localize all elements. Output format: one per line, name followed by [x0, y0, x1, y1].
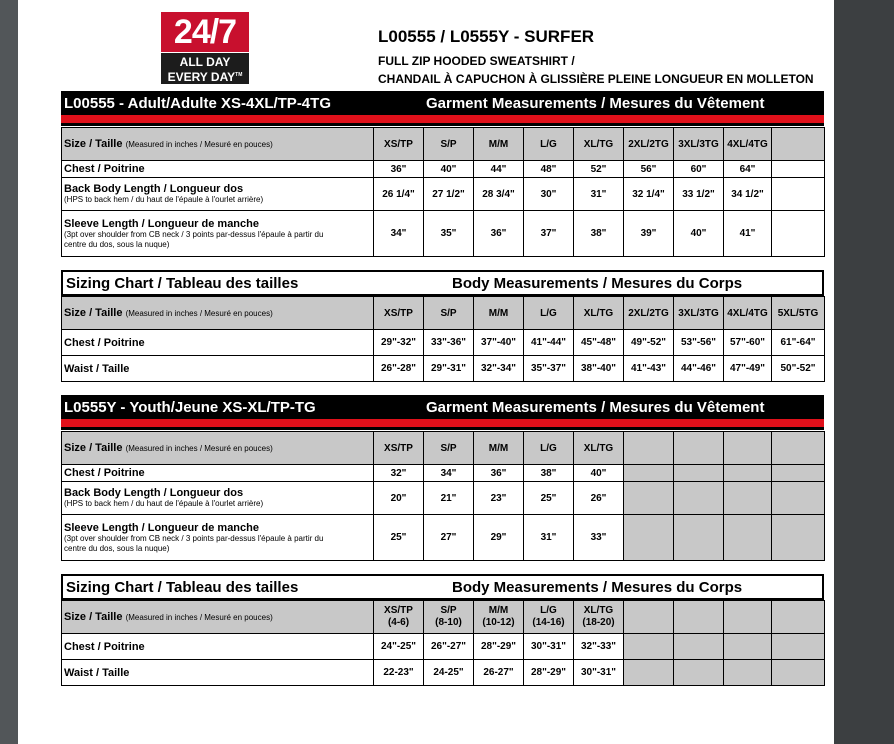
table-row: [62, 660, 825, 686]
table-cell: [624, 660, 674, 686]
table-cell: M/M: [474, 297, 524, 330]
table-cell: 26": [574, 482, 624, 515]
table-cell: S/P: [424, 128, 474, 161]
table-cell: [772, 482, 825, 515]
table-cell: L/G: [524, 297, 574, 330]
document-page: [18, 0, 834, 744]
table-cell: 32 1/4": [624, 178, 674, 211]
table-cell: [724, 482, 772, 515]
table-cell: 56": [624, 161, 674, 178]
red-divider: [61, 419, 824, 427]
table-cell: [574, 601, 624, 634]
table-cell: 52": [574, 161, 624, 178]
table-cell: 26"-28": [374, 356, 424, 382]
table-cell: 32": [374, 465, 424, 482]
table-cell: 3XL/3TG: [674, 128, 724, 161]
size-range: (4-6): [387, 617, 410, 628]
garment-measurements-label: Garment Measurements / Mesures du Vêtement: [426, 399, 765, 416]
table-cell: 3XL/3TG: [674, 297, 724, 330]
table-cell: 48": [524, 161, 574, 178]
table-cell: 2XL/2TG: [624, 128, 674, 161]
sleeve-note: centre du dos, sous la nuque): [64, 239, 170, 249]
youth-garment-header: [61, 395, 824, 419]
table-row: [62, 211, 825, 257]
table-cell: 30": [524, 178, 574, 211]
row-label: [62, 128, 374, 161]
table-cell: [772, 211, 825, 257]
table-cell: 23": [474, 482, 524, 515]
youth-garment-title: L0555Y - Youth/Jeune XS-XL/TP-TG: [64, 399, 316, 416]
table-cell: 36": [374, 161, 424, 178]
table-cell: [772, 601, 825, 634]
table-cell: 44"-46": [674, 356, 724, 382]
adult-garment-table: [61, 127, 825, 257]
table-row: [62, 297, 825, 330]
black-divider: [61, 123, 824, 126]
table-cell: 38": [574, 211, 624, 257]
table-cell: [674, 601, 724, 634]
table-row: [62, 465, 825, 482]
adult-body-table: [61, 296, 825, 382]
size-range: (10-12): [482, 617, 515, 628]
table-row: [62, 634, 825, 660]
table-cell: 27 1/2": [424, 178, 474, 211]
table-row: [62, 432, 825, 465]
table-cell: [624, 515, 674, 561]
size-range: (8-10): [435, 617, 462, 628]
table-cell: 31": [524, 515, 574, 561]
table-cell: XS/TP: [374, 432, 424, 465]
product-subtitle-fr: CHANDAIL À CAPUCHON À GLISSIÈRE PLEINE LONGUEUR EN MOLLETON: [378, 72, 814, 86]
row-label: [62, 297, 374, 330]
size-note: (Measured in inches / Mesuré en pouces): [125, 444, 273, 453]
row-label: [62, 356, 374, 382]
youth-garment-table: [61, 431, 825, 561]
table-row: [62, 178, 825, 211]
size-label: Size / Taille: [64, 442, 123, 454]
row-label: [62, 432, 374, 465]
logo-247: 24/7: [161, 12, 249, 52]
sleeve-note: (3pt over shoulder from CB neck / 3 points par-dessus l'épaule à partir du: [64, 229, 324, 239]
chest-label: Chest / Poitrine: [64, 640, 145, 653]
back-note: (HPS to back hem / du haut de l'épaule à l'ourlet arrière): [64, 195, 264, 204]
table-cell: 29"-32": [374, 330, 424, 356]
table-cell: 50"-52": [772, 356, 825, 382]
table-row: [62, 482, 825, 515]
table-cell: 28"-29": [474, 634, 524, 660]
row-label: [62, 482, 374, 515]
table-cell: [474, 601, 524, 634]
adult-garment-title: L00555 - Adult/Adulte XS-4XL/TP-4TG: [64, 95, 331, 112]
table-cell: 5XL/5TG: [772, 297, 825, 330]
size-note: (Measured in inches / Mesuré en pouces): [125, 613, 273, 622]
sleeve-note: centre du dos, sous la nuque): [64, 543, 170, 553]
sleeve-label: Sleeve Length / Longueur de manche: [64, 521, 259, 534]
table-cell: [772, 432, 825, 465]
size-range: (18-20): [582, 617, 615, 628]
product-subtitle-en: FULL ZIP HOODED SWEATSHIRT /: [378, 54, 575, 68]
table-cell: 34": [424, 465, 474, 482]
table-cell: 40": [424, 161, 474, 178]
adult-body-header: [61, 270, 824, 296]
table-cell: 41"-44": [524, 330, 574, 356]
row-label: [62, 660, 374, 686]
waist-label: Waist / Taille: [64, 362, 130, 375]
table-cell: 41": [724, 211, 772, 257]
size-code: L/G: [540, 605, 557, 616]
back-note: (HPS to back hem / du haut de l'épaule à l'ourlet arrière): [64, 499, 264, 508]
table-cell: 26"-27": [424, 634, 474, 660]
table-cell: 29": [474, 515, 524, 561]
back-label: Back Body Length / Longueur dos: [64, 487, 244, 499]
size-label: Size / Taille: [64, 138, 123, 150]
table-cell: [772, 660, 825, 686]
size-range: (14-16): [532, 617, 565, 628]
red-divider: [61, 115, 824, 123]
table-cell: [772, 178, 825, 211]
table-cell: [724, 601, 772, 634]
row-label: [62, 634, 374, 660]
table-cell: 49"-52": [624, 330, 674, 356]
row-label: [62, 601, 374, 634]
table-cell: 32"-33": [574, 634, 624, 660]
table-cell: [724, 515, 772, 561]
table-cell: 61"-64": [772, 330, 825, 356]
table-cell: 41"-43": [624, 356, 674, 382]
youth-body-header: [61, 574, 824, 600]
size-note: (Measured in inches / Mesuré en pouces): [125, 309, 273, 318]
table-cell: [624, 634, 674, 660]
table-cell: 38": [524, 465, 574, 482]
table-cell: 57"-60": [724, 330, 772, 356]
table-cell: [724, 432, 772, 465]
table-cell: XL/TG: [574, 432, 624, 465]
table-cell: [724, 634, 772, 660]
table-cell: 37": [524, 211, 574, 257]
table-cell: 2XL/2TG: [624, 297, 674, 330]
table-cell: 47"-49": [724, 356, 772, 382]
table-row: [62, 330, 825, 356]
table-cell: XS/TP: [374, 128, 424, 161]
table-cell: 35": [424, 211, 474, 257]
chest-label: Chest / Poitrine: [64, 467, 145, 479]
table-cell: [624, 465, 674, 482]
table-cell: 34 1/2": [724, 178, 772, 211]
brand-logo: [161, 12, 249, 84]
table-cell: XL/TG: [574, 128, 624, 161]
black-divider: [61, 427, 824, 430]
logo-line1: ALL DAY: [179, 55, 231, 69]
table-cell: 4XL/4TG: [724, 297, 772, 330]
table-cell: 29"-31": [424, 356, 474, 382]
sizing-chart-label: Sizing Chart / Tableau des tailles: [66, 275, 299, 292]
row-label: [62, 178, 374, 211]
table-cell: 24-25": [424, 660, 474, 686]
table-cell: [772, 161, 825, 178]
table-cell: 34": [374, 211, 424, 257]
table-cell: 37"-40": [474, 330, 524, 356]
table-cell: [624, 601, 674, 634]
garment-measurements-label: Garment Measurements / Mesures du Vêtement: [426, 95, 765, 112]
table-cell: 27": [424, 515, 474, 561]
table-cell: 26 1/4": [374, 178, 424, 211]
table-cell: [724, 465, 772, 482]
table-cell: S/P: [424, 432, 474, 465]
table-cell: [772, 515, 825, 561]
row-label: [62, 330, 374, 356]
table-cell: 30"-31": [524, 634, 574, 660]
table-row: [62, 356, 825, 382]
chest-label: Chest / Poitrine: [64, 336, 145, 349]
table-cell: 39": [624, 211, 674, 257]
row-label: [62, 211, 374, 257]
table-cell: M/M: [474, 128, 524, 161]
table-cell: L/G: [524, 432, 574, 465]
table-cell: 44": [474, 161, 524, 178]
table-cell: [772, 465, 825, 482]
table-cell: S/P: [424, 297, 474, 330]
sizing-chart-label: Sizing Chart / Tableau des tailles: [66, 579, 299, 596]
table-cell: XL/TG: [574, 297, 624, 330]
table-cell: 40": [574, 465, 624, 482]
table-cell: 36": [474, 465, 524, 482]
table-cell: 60": [674, 161, 724, 178]
table-row: [62, 601, 825, 634]
logo-line2: EVERY DAY™: [167, 70, 243, 84]
table-cell: 30"-31": [574, 660, 624, 686]
size-label: Size / Taille: [64, 611, 123, 623]
size-code: XL/TG: [583, 605, 614, 616]
table-cell: XS/TP: [374, 297, 424, 330]
table-cell: 26-27": [474, 660, 524, 686]
size-code: M/M: [488, 605, 509, 616]
table-cell: [674, 482, 724, 515]
table-cell: 36": [474, 211, 524, 257]
row-label: [62, 515, 374, 561]
table-cell: 32"-34": [474, 356, 524, 382]
row-label: [62, 161, 374, 178]
table-cell: 28"-29": [524, 660, 574, 686]
table-cell: 4XL/4TG: [724, 128, 772, 161]
table-cell: 25": [374, 515, 424, 561]
table-cell: [674, 515, 724, 561]
table-cell: 33": [574, 515, 624, 561]
table-cell: 20": [374, 482, 424, 515]
table-cell: 22-23": [374, 660, 424, 686]
size-label: Size / Taille: [64, 307, 123, 319]
table-cell: [424, 601, 474, 634]
table-cell: 21": [424, 482, 474, 515]
row-label: [62, 465, 374, 482]
table-cell: 33"-36": [424, 330, 474, 356]
table-cell: 25": [524, 482, 574, 515]
table-cell: 35"-37": [524, 356, 574, 382]
table-cell: [674, 634, 724, 660]
table-cell: [772, 634, 825, 660]
viewer-right-bar: [834, 0, 894, 744]
table-row: [62, 161, 825, 178]
table-cell: 38"-40": [574, 356, 624, 382]
adult-garment-header: [61, 91, 824, 115]
sleeve-note: (3pt over shoulder from CB neck / 3 points par-dessus l'épaule à partir du: [64, 533, 324, 543]
table-cell: [674, 465, 724, 482]
waist-label: Waist / Taille: [64, 666, 130, 679]
table-row: [62, 128, 825, 161]
table-cell: [624, 482, 674, 515]
youth-body-table: [61, 600, 825, 686]
product-title: L00555 / L0555Y - SURFER: [378, 27, 595, 46]
logo-tagline: [161, 53, 249, 84]
table-cell: 31": [574, 178, 624, 211]
table-cell: [674, 432, 724, 465]
table-cell: [772, 128, 825, 161]
table-cell: 45"-48": [574, 330, 624, 356]
table-cell: 53"-56": [674, 330, 724, 356]
table-cell: 24"-25": [374, 634, 424, 660]
table-cell: [674, 660, 724, 686]
back-label: Back Body Length / Longueur dos: [64, 183, 244, 195]
body-measurements-label: Body Measurements / Mesures du Corps: [452, 579, 743, 596]
size-code: XS/TP: [384, 605, 413, 616]
size-note: (Measured in inches / Mesuré en pouces): [125, 140, 273, 149]
size-code: S/P: [440, 605, 457, 616]
body-measurements-label: Body Measurements / Mesures du Corps: [452, 275, 743, 292]
table-row: [62, 515, 825, 561]
table-cell: 33 1/2": [674, 178, 724, 211]
table-cell: L/G: [524, 128, 574, 161]
table-cell: [374, 601, 424, 634]
table-cell: 28 3/4": [474, 178, 524, 211]
chest-label: Chest / Poitrine: [64, 163, 145, 175]
sleeve-label: Sleeve Length / Longueur de manche: [64, 217, 259, 230]
table-cell: 64": [724, 161, 772, 178]
table-cell: 40": [674, 211, 724, 257]
table-cell: [724, 660, 772, 686]
table-cell: [624, 432, 674, 465]
table-cell: M/M: [474, 432, 524, 465]
table-cell: [524, 601, 574, 634]
